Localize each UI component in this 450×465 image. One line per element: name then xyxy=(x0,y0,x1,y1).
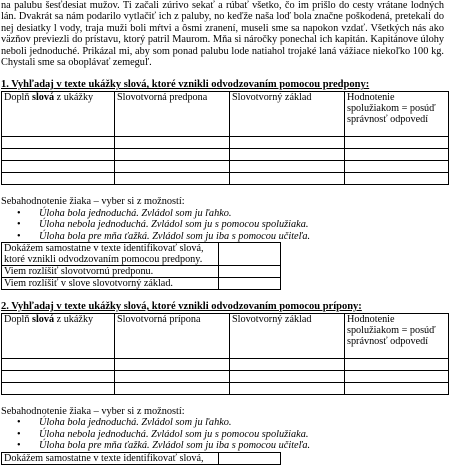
statement-cell: Dokážem samostatne v texte identifikovať slová, ktoré vznikli odvodzovaním pomocou predpony. xyxy=(2,243,219,266)
story-line: ponechal ich kapitán. Kapitánove úlohy neboli jednoduché. Prikázal mi, aby som ponad palubu lode xyxy=(1,34,445,57)
col-words-header: Doplň slová z ukážky xyxy=(2,92,115,137)
self-assessment-heading: Sebahodnotenie žiaka – vyber si z možností: xyxy=(1,196,185,208)
table-row xyxy=(2,137,449,149)
col-base-header: Slovotvorný základ xyxy=(230,314,345,359)
task-2-heading: 2. Vyhľadaj v texte ukážky slová, ktoré vznikli odvodzovaním pomocou prípony: xyxy=(1,301,362,313)
table-row xyxy=(2,278,281,290)
option-item[interactable]: • Úloha nebola jednoduchá. Zvládol som ju s pomocou spolužiaka. xyxy=(39,429,450,440)
table-row xyxy=(2,371,449,383)
table-row xyxy=(2,452,281,464)
col-words-header: Doplň slová z ukážky xyxy=(2,314,115,359)
story-line: napokon vzdať. Všetkých nás ako väzňov previezli do prístavu, ktorý patril Maurom. Mňa si náročky xyxy=(1,22,444,46)
task-2-table xyxy=(1,313,449,395)
table-row xyxy=(2,359,449,371)
table-row xyxy=(2,383,449,395)
option-item[interactable]: • Úloha nebola jednoduchá. Zvládol som ju s pomocou spolužiaka. xyxy=(39,219,450,230)
story-excerpt xyxy=(1,0,450,68)
col-peer-review-header: Hodnotenie spolužiakom = posúď správnosť odpovedí xyxy=(345,92,449,137)
col-peer-review-header: Hodnotenie spolužiakom = posúď správnosť odpovedí xyxy=(345,314,449,359)
story-line: natiahol trojaké laná vážiace niekoľko 100 kg. Chystali sme sa oboplávať zemeguľ. xyxy=(1,45,445,69)
col-base-header: Slovotvorný základ xyxy=(230,92,345,137)
task-1-table xyxy=(1,91,449,185)
table-row xyxy=(2,149,449,161)
option-item[interactable]: • Úloha bola jednoduchá. Zvládol som ju ľahko. xyxy=(39,417,450,428)
table-row xyxy=(2,266,281,278)
statement-cell: Viem rozlíšiť slovotvornú predponu. xyxy=(2,266,219,278)
task-1-heading: 1. Vyhľadaj v texte ukážky slová, ktoré vznikli odvodzovaním pomocou predpony: xyxy=(1,79,370,91)
col-prefix-header: Slovotvorná predpona xyxy=(115,92,230,137)
table-row xyxy=(2,173,449,185)
self-assessment-options xyxy=(1,417,450,451)
story-line: lodných lán. Dvakrát sa nám podarilo vytlačiť ich z paluby, no keďže naša loď bola značne xyxy=(1,0,444,23)
story-line: na palubu šesťdesiat mužov. Ti začali zúrivo sekať a rúbať všetko, čo im prišlo do cesty vrátane xyxy=(1,0,408,11)
table-row xyxy=(2,161,449,173)
self-check-table-1 xyxy=(1,242,281,290)
option-item[interactable]: • Úloha bola pre mňa ťažká. Zvládol som ju iba s pomocou učiteľa. xyxy=(39,440,450,451)
option-item[interactable]: • Úloha bola pre mňa ťažká. Zvládol som ju iba s pomocou učiteľa. xyxy=(39,231,450,242)
statement-cell: Viem rozlíšiť v slove slovotvorný základ. xyxy=(2,278,219,290)
self-assessment-heading: Sebahodnotenie žiaka – vyber si z možností: xyxy=(1,406,185,418)
self-assessment-options xyxy=(1,208,450,242)
option-item[interactable]: • Úloha bola jednoduchá. Zvládol som ju ľahko. xyxy=(39,208,450,219)
story-line: poškodená, pretekali do nej desiatky l vody, traja muži boli mŕtvi a ôsmi zranení, museli sme sa xyxy=(1,11,445,34)
col-suffix-header: Slovotvorná prípona xyxy=(115,314,230,359)
statement-cell: Dokážem samostatne v texte identifikovať slová, xyxy=(2,452,219,464)
table-row xyxy=(2,243,281,266)
self-check-table-2 xyxy=(1,452,281,465)
